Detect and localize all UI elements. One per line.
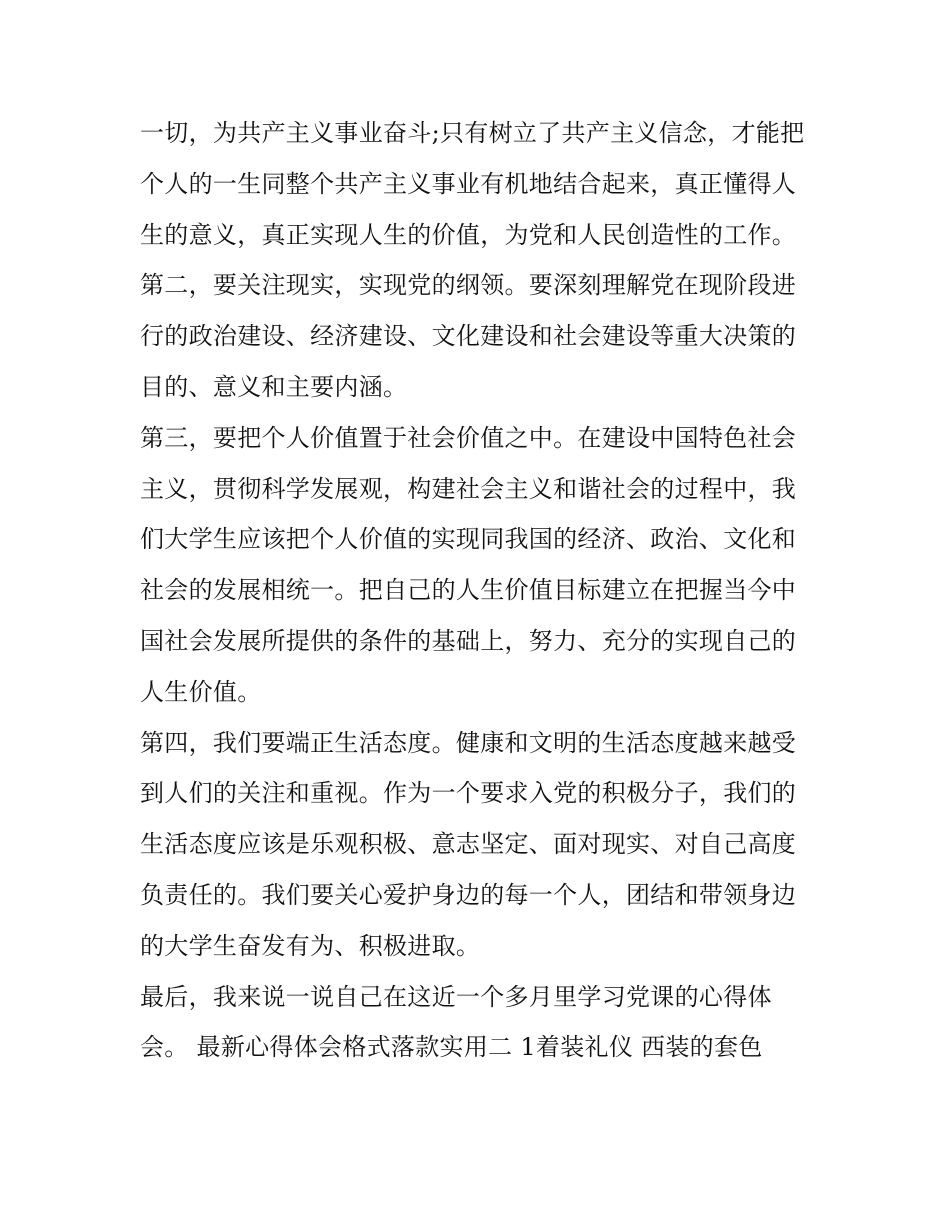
paragraph-2: 第二，要关注现实，实现党的纲领。要深刻理解党在现阶段进行的政治建设、经济建设、文化建设和社会建设等重大决策的目的、意义和主要内涵。 bbox=[140, 271, 797, 401]
paragraph-4: 第四，我们要端正生活态度。健康和文明的生活态度越来越受到人们的关注和重视。作为一个要求入党的积极分子，我们的生活态度应该是乐观积极、意志坚定、面对现实、对自己高度负责任的。我们要关心爱护身边的每一个人，团结和带领身边的大学生奋发有为、积极进取。 bbox=[140, 728, 797, 960]
paragraph-1: 一切，为共产主义事业奋斗;只有树立了共产主义信念，才能把个人的一生同整个共产主义事业有机地结合起来，真正懂得人生的意义，真正实现人生的价值，为党和人民创造性的工作。 bbox=[140, 119, 805, 249]
document-body bbox=[140, 108, 820, 1073]
paragraph-5: 最后，我来说一说自己在这近一个多月里学习党课的心得体会。 最新心得体会格式落款实用二 1着装礼仪 西装的套色 bbox=[140, 982, 772, 1062]
paragraph-3: 第三，要把个人价值置于社会价值之中。在建设中国特色社会主义，贯彻科学发展观，构建社会主义和谐社会的过程中，我们大学生应该把个人价值的实现同我国的经济、政治、文化和社会的发展相统一。把自己的人生价值目标建立在把握当今中国社会发展所提供的条件的基础上，努力、充分的实现自己的人生价值。 bbox=[140, 423, 797, 706]
